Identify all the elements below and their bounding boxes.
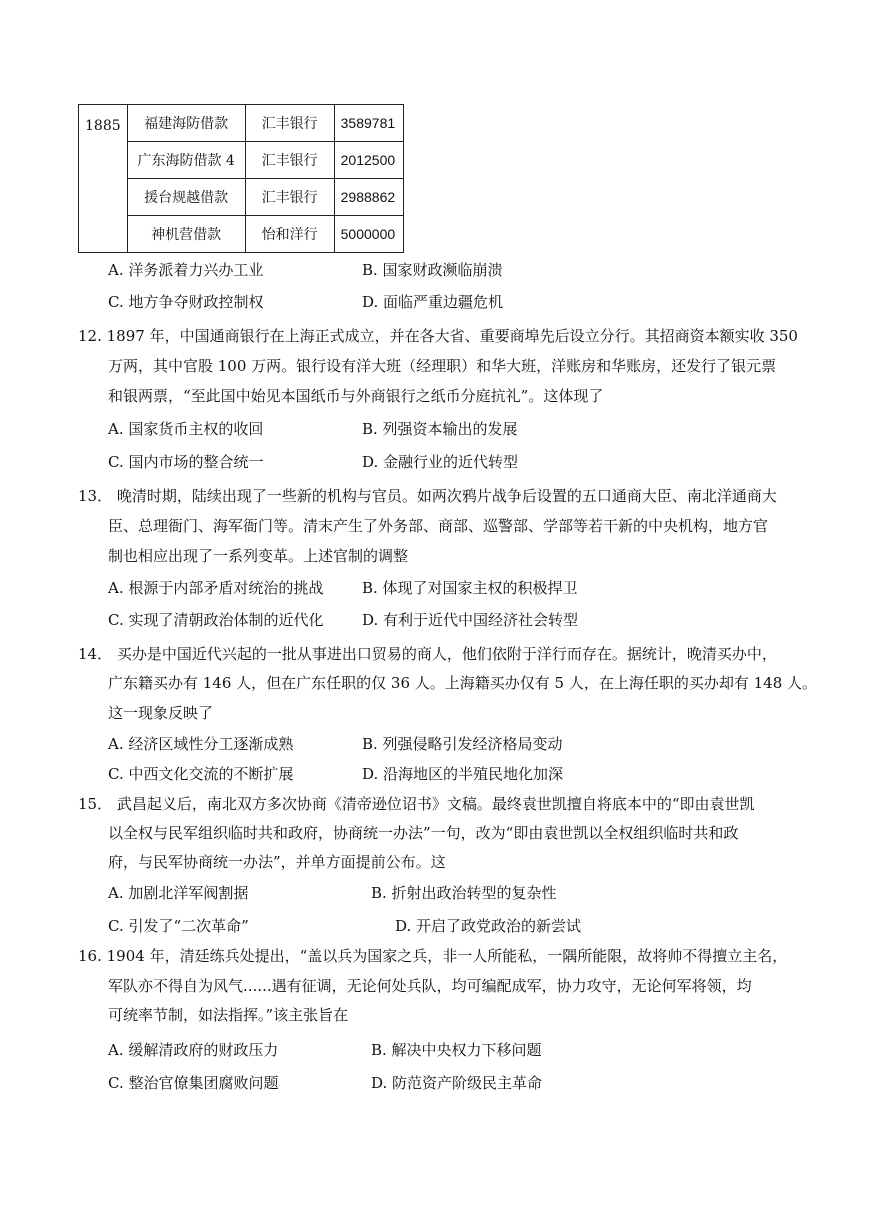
q11-option-b: B. 国家财政濒临崩溃 bbox=[362, 261, 503, 279]
table-row bbox=[79, 216, 404, 253]
q15-option-c: C. 引发了“二次革命” bbox=[108, 917, 249, 935]
q13-option-b: B. 体现了对国家主权的积极捍卫 bbox=[362, 579, 578, 597]
q16-stem-line: 16. 1904 年，清廷练兵处提出，“盖以兵为国家之兵，非一人所能私，一隅所能限，故将帅不得擅立主名， bbox=[78, 947, 788, 965]
loan-bank-cell: 怡和洋行 bbox=[245, 216, 334, 253]
q14-stem-line: 广东籍买办有 146 人，但在广东任职的仅 36 人。上海籍买办仅有 5 人，在上海任职的买办却有 148 人。 bbox=[108, 674, 818, 692]
q14-option-c: C. 中西文化交流的不断扩展 bbox=[108, 765, 294, 783]
loan-amount-cell: 3589781 bbox=[334, 105, 403, 142]
q11-option-d: D. 面临严重边疆危机 bbox=[362, 293, 504, 311]
q14-stem-line: 这一现象反映了 bbox=[108, 704, 214, 722]
q12-stem-line: 万两，其中官股 100 万两。银行设有洋大班（经理职）和华大班，洋账房和华账房，还发行了银元票 bbox=[108, 357, 777, 375]
q14-stem-line: 14． 买办是中国近代兴起的一批从事进出口贸易的商人，他们依附于洋行而存在。据统计，晚清买办中， bbox=[78, 645, 777, 663]
q13-stem-line: 13． 晚清时期，陆续出现了一些新的机构与官员。如两次鸦片战争后设置的五口通商大臣、南北洋通商大 bbox=[78, 487, 777, 505]
loan-amount-cell: 2988862 bbox=[334, 179, 403, 216]
table-row bbox=[79, 142, 404, 179]
loan-name-cell: 神机营借款 bbox=[127, 216, 245, 253]
loan-amount-cell: 2012500 bbox=[334, 142, 403, 179]
q12-option-c: C. 国内市场的整合统一 bbox=[108, 453, 264, 471]
q12-option-d: D. 金融行业的近代转型 bbox=[362, 453, 519, 471]
q14-option-a: A. 经济区域性分工逐渐成熟 bbox=[108, 735, 294, 753]
q15-stem-line: 以全权与民军组织临时共和政府，协商统一办法”一句，改为“即由袁世凯以全权组织临时共和政 bbox=[108, 824, 739, 842]
q14-option-b: B. 列强侵略引发经济格局变动 bbox=[362, 735, 563, 753]
loan-name-cell: 广东海防借款 4 bbox=[127, 142, 245, 179]
q12-option-a: A. 国家货币主权的收回 bbox=[108, 420, 264, 438]
q11-option-a: A. 洋务派着力兴办工业 bbox=[108, 261, 264, 279]
q16-option-b: B. 解决中央权力下移问题 bbox=[371, 1041, 542, 1059]
q14-option-d: D. 沿海地区的半殖民地化加深 bbox=[362, 765, 564, 783]
loan-amount-cell: 5000000 bbox=[334, 216, 403, 253]
q11-option-c: C. 地方争夺财政控制权 bbox=[108, 293, 264, 311]
loan-name-cell: 援台规越借款 bbox=[127, 179, 245, 216]
q16-option-c: C. 整治官僚集团腐败问题 bbox=[108, 1074, 279, 1092]
loan-bank-cell: 汇丰银行 bbox=[245, 142, 334, 179]
q15-option-a: A. 加剧北洋军阀割据 bbox=[108, 884, 249, 902]
loan-table bbox=[78, 104, 404, 253]
q15-stem-line: 15． 武昌起义后，南北双方多次协商《清帝逊位诏书》文稿。最终袁世凯擅自将底本中的“即由袁世凯 bbox=[78, 795, 755, 813]
q16-option-a: A. 缓解清政府的财政压力 bbox=[108, 1041, 279, 1059]
table-row bbox=[79, 105, 404, 142]
q16-stem-line: 可统率节制，如法指挥。”该主张旨在 bbox=[108, 1006, 349, 1024]
table-row bbox=[79, 179, 404, 216]
q13-stem-line: 制也相应出现了一系列变革。上述官制的调整 bbox=[108, 547, 409, 565]
q16-stem-line: 军队亦不得自为风气......遇有征调，无论何处兵队，均可编配成军，协力攻守，无论何军将领，均 bbox=[108, 977, 752, 995]
loan-bank-cell: 汇丰银行 bbox=[245, 105, 334, 142]
q13-stem-line: 臣、总理衙门、海军衙门等。清末产生了外务部、商部、巡警部、学部等若干新的中央机构，地方官 bbox=[108, 517, 769, 535]
q13-option-d: D. 有利于近代中国经济社会转型 bbox=[362, 611, 579, 629]
q15-option-b: B. 折射出政治转型的复杂性 bbox=[371, 884, 557, 902]
q13-option-a: A. 根源于内部矛盾对统治的挑战 bbox=[108, 579, 324, 597]
q15-stem-line: 府，与民军协商统一办法”，并单方面提前公布。这 bbox=[108, 853, 446, 871]
loan-name-cell: 福建海防借款 bbox=[127, 105, 245, 142]
q15-option-d: D. 开启了政党政治的新尝试 bbox=[395, 917, 582, 935]
q12-option-b: B. 列强资本输出的发展 bbox=[362, 420, 518, 438]
loan-bank-cell: 汇丰银行 bbox=[245, 179, 334, 216]
q12-stem-line: 和银两票，“至此国中始见本国纸币与外商银行之纸币分庭抗礼”。这体现了 bbox=[108, 387, 604, 405]
q13-option-c: C. 实现了清朝政治体制的近代化 bbox=[108, 611, 324, 629]
q12-stem-line: 12. 1897 年，中国通商银行在上海正式成立，并在各大省、重要商埠先后设立分行。其招商资本额实收 350 bbox=[78, 327, 798, 345]
q16-option-d: D. 防范资产阶级民主革命 bbox=[371, 1074, 543, 1092]
table-year-cell: 1885 bbox=[79, 105, 128, 253]
